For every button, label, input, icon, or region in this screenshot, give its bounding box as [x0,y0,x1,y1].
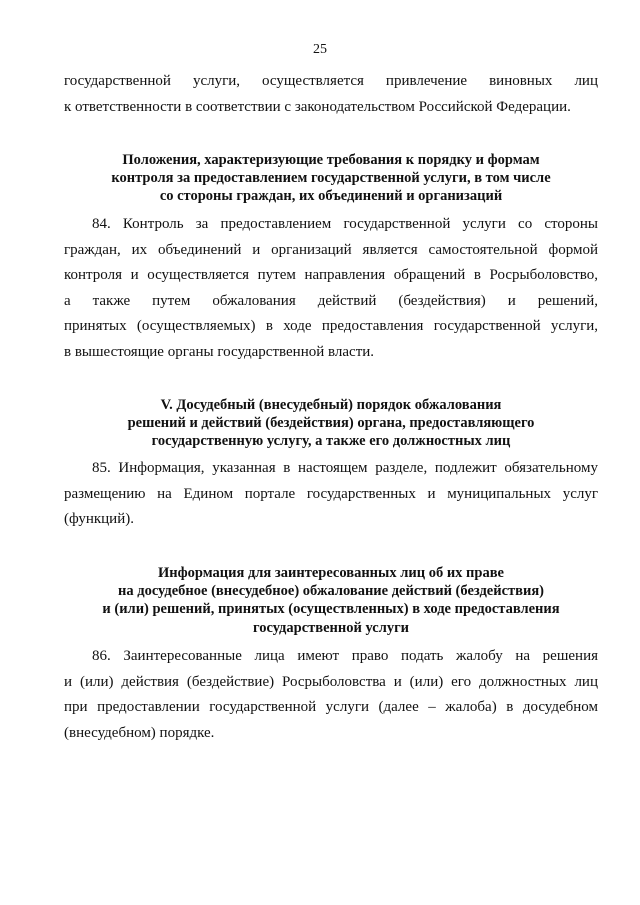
page-number: 25 [313,42,327,57]
heading-line: со стороны граждан, их объединений и организаций [159,188,503,205]
section-heading-control [64,151,598,206]
heading-line: и (или) решений, принятых (осуществленных) в ходе предоставления [102,601,560,618]
heading-line: государственную услугу, а также его должностных лиц [151,433,511,450]
paragraph-line: (функций). [64,511,134,527]
paragraph-line: и (или) действия (бездействие) Росрыболовства и (или) его должностных лиц [64,673,598,690]
heading-line: Информация для заинтересованных лиц об их праве [158,565,504,581]
heading-line: на досудебное (внесудебное) обжалование действий (бездействия) [118,583,544,600]
intro-line: к ответственности в соответствии с законодательством Российской Федерации. [64,98,571,115]
paragraph-line: 84. Контроль за предоставлением государственной услуги со стороны [92,216,598,232]
intro-line: государственной услуги, осуществляется привлечение виновных лиц [64,73,598,89]
heading-line: V. Досудебный (внесудебный) порядок обжалования [160,397,502,413]
paragraph-line: а также путем обжалования действий (бездействия) и решений, [64,292,598,309]
heading-line: Положения, характеризующие требования к порядку и формам [122,152,540,168]
heading-line: решений и действий (бездействия) органа, предоставляющего [127,415,535,432]
paragraph-line: контроля и осуществляется путем направления обращений в Росрыболовство, [64,267,598,283]
paragraph-line: граждан, их объединений и организаций является самостоятельной формой [64,241,598,258]
paragraph-line: принятых (осуществляемых) в ходе предоставления государственной услуги, [64,318,598,334]
paragraph-line: (внесудебном) порядке. [64,724,215,741]
paragraph-line: 85. Информация, указанная в настоящем разделе, подлежит обязательному [92,460,598,476]
heading-line: государственной услуги [252,619,410,636]
section-heading-appeal [64,396,598,451]
heading-line: контроля за предоставлением государственной услуги, в том числе [111,170,551,187]
paragraph-84 [64,212,598,365]
paragraph-line: при предоставлении государственной услуги (далее – жалоба) в досудебном [64,699,598,715]
paragraph-86 [64,644,598,746]
paragraph-line: размещению на Едином портале государственных и муниципальных услуг [64,485,598,502]
paragraph-line: 86. Заинтересованные лица имеют право подать жалобу на решения [92,648,598,664]
paragraph-85 [64,456,598,533]
intro-paragraph [64,69,598,120]
section-heading-rights [64,564,598,637]
paragraph-line: в вышестоящие органы государственной власти. [64,343,375,360]
